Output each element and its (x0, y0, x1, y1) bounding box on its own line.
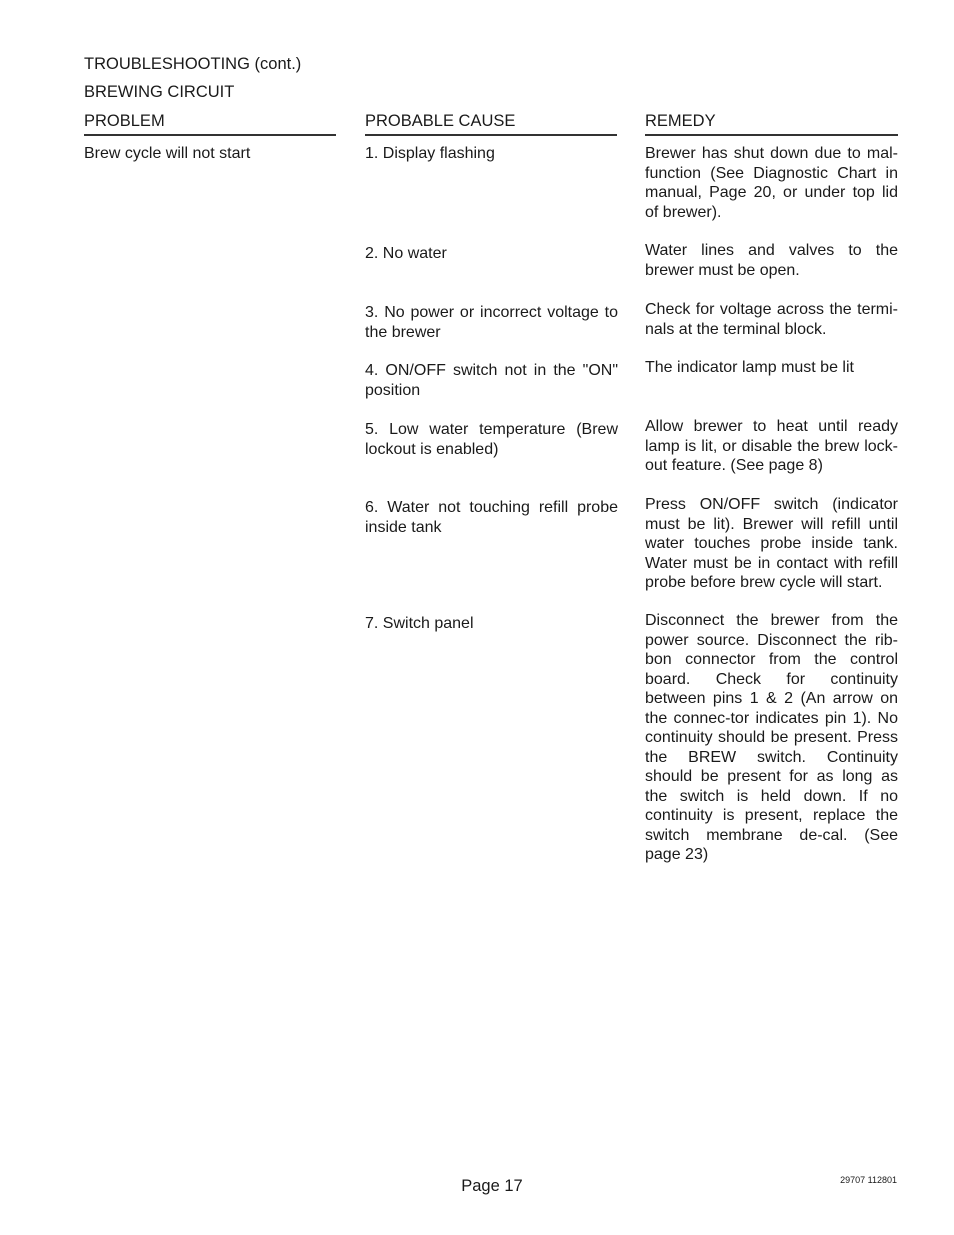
cause-1: 1. Display flashing (365, 145, 495, 162)
column-header-problem: PROBLEM (84, 111, 336, 136)
column-header-cause: PROBABLE CAUSE (365, 111, 617, 136)
page-number: Page 17 (461, 1177, 523, 1195)
column-header-remedy: REMEDY (645, 111, 898, 136)
cause-3: 3. No power or incorrect voltage to the brewer (365, 304, 618, 341)
cause-2: 2. No water (365, 245, 447, 262)
cause-4: 4. ON/OFF switch not in the "ON" position (365, 362, 618, 399)
remedy-3: Check for voltage across the termi-nals at the terminal block. (645, 301, 898, 338)
remedy-1: Brewer has shut down due to mal-function (See Diagnostic Chart in manual, Page 20, or under top lid of brewer). (645, 145, 898, 221)
document-code: 29707 112801 (840, 1175, 897, 1185)
section-title: TROUBLESHOOTING (cont.) (84, 55, 302, 73)
cause-6: 6. Water not touching refill probe inside tank (365, 499, 618, 536)
cause-7: 7. Switch panel (365, 615, 474, 632)
remedy-2: Water lines and valves to the brewer must be open. (645, 242, 898, 279)
section-subtitle: BREWING CIRCUIT (84, 83, 235, 101)
cause-5: 5. Low water temperature (Brew lockout is enabled) (365, 421, 618, 458)
remedy-5: Allow brewer to heat until ready lamp is lit, or disable the brew lock-out feature. (See page 8) (645, 418, 898, 474)
remedy-6: Press ON/OFF switch (indicator must be lit). Brewer will refill until water touches probe inside tank. Water must be in contact with refill probe before brew cycle will start. (645, 496, 898, 591)
remedy-7: Disconnect the brewer from the power source. Disconnect the rib-bon connector from the control board. Check for continuity between pins 1 & 2 (An arrow on the connec-tor indicates pin 1). No continuity should be present. Press the BREW switch. Continuity should be present for as long as the switch is held down. If no continuity is present, replace the switch membrane de-cal. (See page 23) (645, 612, 898, 863)
problem-text: Brew cycle will not start (84, 145, 251, 162)
remedy-4: The indicator lamp must be lit (645, 359, 854, 376)
